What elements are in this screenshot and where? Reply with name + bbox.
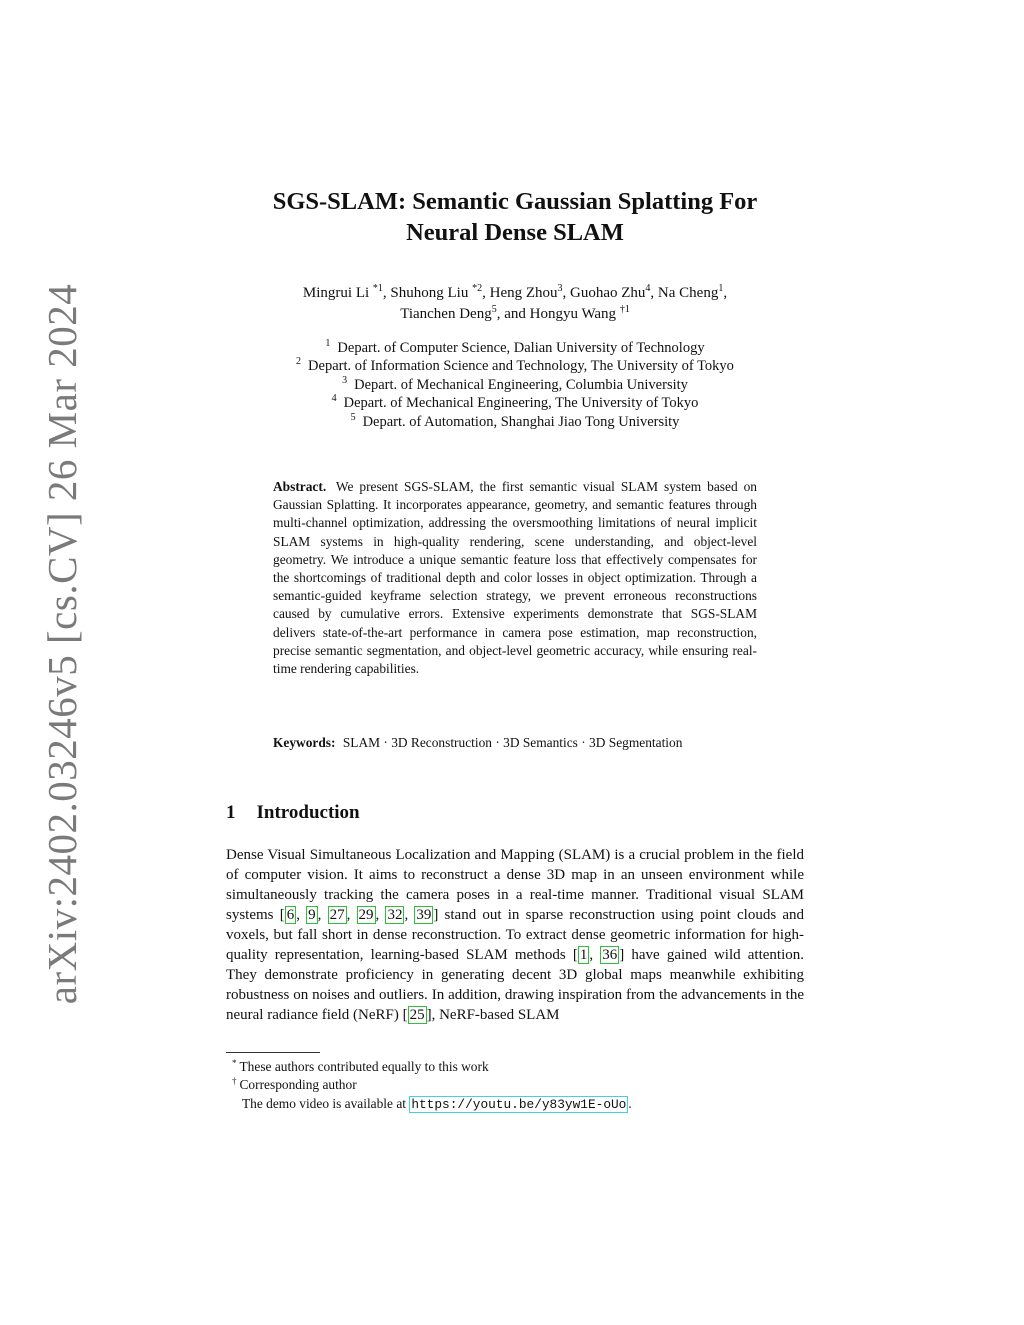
- affiliation-number: 1: [325, 338, 331, 349]
- footnote-period: .: [628, 1095, 632, 1111]
- citation-link[interactable]: 6: [286, 907, 295, 923]
- affiliation-item: [200, 357, 830, 375]
- author-line-1: [200, 283, 830, 304]
- footnote-corresponding: [232, 1076, 792, 1094]
- footnotes: [232, 1058, 792, 1114]
- citation-link[interactable]: 1: [579, 947, 588, 963]
- affiliation-item: [200, 339, 830, 357]
- author-name: Tianchen Deng: [400, 306, 492, 322]
- author-list: [200, 283, 830, 325]
- footnote-demo-video: [232, 1095, 792, 1114]
- abstract-label: Abstract.: [273, 479, 327, 494]
- footnote-text: The demo video is available at: [242, 1095, 410, 1111]
- keywords: [273, 734, 757, 752]
- footnote-text: Corresponding author: [239, 1077, 357, 1093]
- intro-text: ] have gained wild attention. They demonstrate proficiency in generating decent 3D global maps meanwhile exhibiting robustness on noises and outliers. In addition, drawing inspiration from the advancements in the neural radiance field (NeRF) [: [226, 947, 804, 1023]
- intro-text: ] stand out in sparse reconstruction using point clouds and voxels, but fall short in dense reconstruction. To extract dense geometric information for high-quality representation, learning-based SLAM methods [: [226, 907, 804, 963]
- author-mark: 1: [718, 283, 724, 294]
- introduction-paragraph: Dense Visual Simultaneous Localization and Mapping (SLAM) is a crucial problem in the field of computer vision. It aims to reconstruct a dense 3D map in an unseen environment while simultaneously tracking the camera poses in a real-time manner. Traditional visual SLAM systems [ 6 , 9 , 27 , 29 , 32 , 39 ] stand out in sparse reconstruction using point clouds and voxels, but fall short in dense reconstruction. To extract dense geometric information for high-quality representation, learning-based SLAM methods [ 1 , 36 ] have gained wild attention. They demonstrate proficiency in generating decent 3D global maps meanwhile exhibiting robustness on noises and outliers. In addition, drawing inspiration from the advancements in the neural radiance field (NeRF) [ 25 ], NeRF-based SLAM: [226, 847, 804, 1023]
- title-line-2: Neural Dense SLAM: [406, 219, 624, 246]
- affiliation-text: Depart. of Automation, Shanghai Jiao Tong University: [362, 413, 680, 430]
- keywords-text: SLAM · 3D Reconstruction · 3D Semantics · 3D Segmentation: [342, 735, 683, 750]
- keywords-label: Keywords:: [273, 735, 336, 750]
- author-mark: 3: [557, 283, 563, 294]
- citation-link[interactable]: 29: [358, 907, 374, 923]
- abstract: [273, 478, 757, 678]
- affiliation-text: Depart. of Information Science and Technology, The University of Tokyo: [308, 358, 734, 375]
- footnote-text: These authors contributed equally to this work: [239, 1059, 489, 1074]
- author-name: Mingrui Li: [302, 285, 373, 301]
- affiliation-text: Depart. of Mechanical Engineering, Columbia University: [354, 376, 688, 393]
- affiliation-item: [200, 394, 830, 412]
- citation-link[interactable]: 32: [387, 907, 403, 923]
- author-separator: ,: [723, 285, 728, 301]
- footnote-symbol: *: [232, 1058, 237, 1068]
- citation-link[interactable]: 9: [308, 907, 316, 923]
- author-mark: 5: [491, 304, 497, 315]
- author-name: , Shuhong Liu: [382, 285, 473, 301]
- citation-link[interactable]: 39: [416, 907, 432, 923]
- section-title: Introduction: [256, 802, 360, 823]
- author-mark: *2: [472, 283, 483, 294]
- author-mark: 4: [645, 283, 651, 294]
- author-name: , Guohao Zhu: [562, 285, 646, 301]
- citation-link[interactable]: 25: [409, 1007, 425, 1023]
- affiliation-number: 3: [342, 374, 348, 386]
- footnote-symbol: †: [232, 1076, 237, 1087]
- arxiv-identifier-stamp: arXiv:2402.03246v5 [cs.CV] 26 Mar 2024: [39, 283, 85, 1005]
- author-mark: *1: [372, 283, 383, 294]
- demo-video-link[interactable]: https://youtu.be/y83yw1E-oUo: [411, 1096, 627, 1112]
- affiliation-number: 5: [350, 411, 356, 423]
- paper-title: [200, 186, 830, 248]
- affiliation-text: Depart. of Mechanical Engineering, The University of Tokyo: [343, 395, 699, 412]
- affiliation-item: [200, 376, 830, 394]
- affiliation-text: Depart. of Computer Science, Dalian University of Technology: [337, 340, 705, 356]
- section-heading-introduction: [226, 802, 360, 824]
- author-name: , and Hongyu Wang: [496, 306, 620, 322]
- footnote-equal-contribution: [232, 1058, 792, 1076]
- section-number: 1: [226, 802, 236, 823]
- author-mark: †1: [619, 304, 630, 315]
- affiliation-list: [200, 339, 830, 431]
- intro-text: Dense Visual Simultaneous Localization and Mapping (SLAM) is a crucial problem in the field of computer vision. It aims to reconstruct a dense 3D map in an unseen environment while simultaneously tracking the camera poses in a real-time manner. Traditional visual SLAM systems [: [226, 847, 804, 923]
- author-name: , Heng Zhou: [482, 285, 558, 301]
- affiliation-number: 2: [296, 356, 302, 368]
- abstract-text: We present SGS-SLAM, the first semantic visual SLAM system based on Gaussian Splatting. It incorporates appearance, geometry, and semantic features through multi-channel optimization, addressing the oversmoothing limitations of neural implicit SLAM systems in high-quality rendering, scene understanding, and object-level geometry. We introduce a unique semantic feature loss that effectively compensates for the shortcomings of traditional depth and color losses in object optimization. Through a semantic-guided keyframe selection strategy, we prevent erroneous reconstructions caused by cumulative errors. Extensive experiments demonstrate that SGS-SLAM delivers state-of-the-art performance in camera pose estimation, map reconstruction, precise semantic segmentation, and object-level geometric accuracy, while ensuring real-time rendering capabilities.: [273, 479, 757, 677]
- author-name: , Na Cheng: [650, 285, 719, 301]
- intro-text: ], NeRF-based SLAM: [426, 1007, 560, 1023]
- title-line-1: SGS-SLAM: Semantic Gaussian Splatting For: [272, 188, 758, 215]
- citation-link[interactable]: 36: [602, 947, 618, 963]
- citation-link[interactable]: 27: [329, 907, 345, 923]
- affiliation-item: [200, 413, 830, 431]
- footnote-divider: [226, 1052, 320, 1053]
- affiliation-number: 4: [331, 393, 337, 405]
- author-line-2: [200, 304, 830, 325]
